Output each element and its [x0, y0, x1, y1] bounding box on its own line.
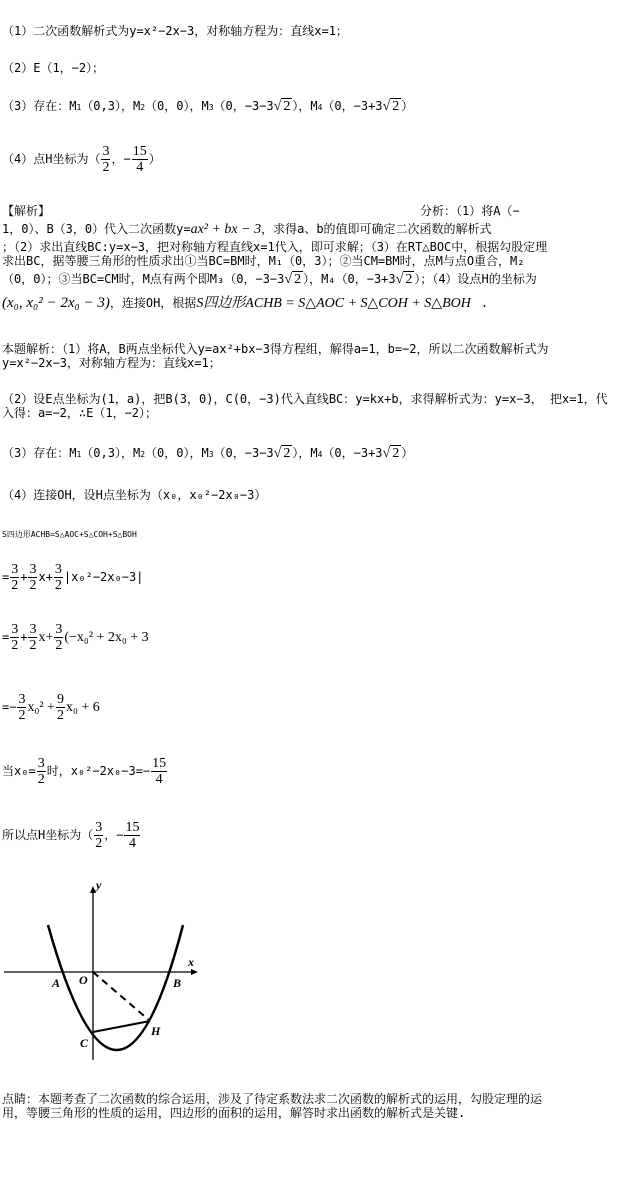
text: 当x₀=: [2, 764, 36, 778]
analysis-line-2: [2, 222, 492, 237]
den: 4: [128, 836, 136, 851]
text: ）: [148, 152, 161, 166]
text: x₀ + 6: [65, 700, 100, 715]
text: x+: [38, 570, 53, 584]
fraction: [56, 692, 65, 723]
radicand: 2: [283, 446, 291, 461]
text: （0,3），M: [81, 99, 141, 113]
num: 9: [56, 692, 64, 707]
fraction: [10, 622, 19, 653]
label-y: y: [96, 878, 102, 892]
sub: 4: [317, 450, 323, 459]
text: ，求得a、b的值即可确定二次函数的解析式: [261, 222, 492, 236]
fraction: [28, 622, 37, 653]
num: 15: [125, 820, 140, 835]
radicand: 2: [405, 272, 413, 287]
label-x: x: [188, 955, 194, 969]
fraction: [124, 820, 140, 851]
sqrt: √ 2: [382, 99, 400, 114]
text: ），M₄（0，−3+3: [303, 272, 396, 286]
solution-3: [2, 446, 413, 462]
label-h: H: [151, 1024, 161, 1038]
sqrt: √ 2: [273, 446, 291, 461]
label-o: O: [79, 973, 88, 987]
fraction: [132, 144, 148, 175]
text: （0，0），M: [145, 99, 209, 113]
analysis-intro: 分析：（1）将A（−: [420, 204, 520, 218]
fraction: [54, 562, 63, 593]
num: 3: [95, 820, 103, 835]
den: 2: [56, 708, 64, 723]
den: 2: [11, 638, 19, 653]
analysis-line-4: 求出BC，据等腰三角形的性质求出①当BC=BM时，M₁（0，3）；②当CM=BM时，点M与点O重合，M₂: [2, 254, 525, 268]
answer-1: （1）二次函数解析式为y=x²−2x−3，对称轴方程为：直线x=1；: [2, 24, 348, 38]
analysis-tag: 【解析】: [2, 204, 51, 218]
label-c: C: [80, 1036, 89, 1050]
fraction: [37, 756, 46, 787]
analysis-line-3: ；（2）求出直线BC:y=x−3，把对称轴方程直线x=1代入，即可求解；（3）在RT△BOC中，根据勾股定理: [2, 240, 548, 254]
equation-1: = $\frac{3}{2}$ + $\frac{3}{2}$ x+ $\frac{3}{2}$ |x₀²−2x₀−3|: [2, 562, 144, 593]
sub: 1: [76, 450, 82, 459]
fraction: [54, 622, 63, 653]
sub: 2: [140, 103, 146, 112]
den: 2: [18, 708, 26, 723]
num: 3: [18, 692, 26, 707]
solution-1: 本题解析：（1）将A，B两点坐标代入y=ax²+bx−3得方程组，解得a=1，b=−2，所以二次函数解析式为: [2, 342, 549, 356]
text: （0，−3+3: [322, 99, 383, 113]
sub: 4: [317, 103, 323, 112]
num: 3: [11, 562, 19, 577]
equation-2: = $\frac{3}{2}$ + $\frac{3}{2}$ x+ $\frac{3}{2}$ (−x₀² + 2x₀ + 3: [2, 622, 149, 653]
parabola-curve: [48, 925, 183, 1050]
den: 2: [55, 638, 63, 653]
text: 1，0）、B（3，0）代入二次函数y=: [2, 222, 191, 236]
label-a: A: [52, 976, 61, 990]
comment-line-2: 用，等腰三角形的性质的运用，四边形的面积的运用，解答时求出函数的解析式是关键.: [2, 1106, 466, 1120]
text: ），M: [292, 446, 318, 460]
sub: 3: [208, 450, 214, 459]
num: 3: [54, 562, 62, 577]
text: （3）存在：M: [2, 99, 77, 113]
den: 2: [29, 638, 37, 653]
solution-1b: y=x²−2x−3，对称轴方程为：直线x=1；: [2, 356, 221, 370]
equation-3: =− $\frac{3}{2}$ x₀² + $\frac{9}{2}$ x₀ + 6: [2, 692, 100, 723]
comment-line-1: 点睛：本题考查了二次函数的综合运用，涉及了待定系数法求二次函数的解析式的运用，勾股定理的运: [2, 1092, 543, 1106]
radicand: 2: [392, 446, 400, 461]
den: 2: [54, 578, 62, 593]
formula: ax² + bx − 3: [190, 222, 262, 237]
text: （0，0），M: [145, 446, 209, 460]
solution-5: S四边形ACHB=S△AOC+S△COH+S△BOH: [2, 530, 137, 539]
text: 所以点H坐标为（: [2, 828, 94, 842]
fraction: [94, 820, 103, 851]
num: 3: [29, 562, 37, 577]
solution-2: （2）设E点坐标为(1，a)，把B(3，0)，C(0，−3)代入直线BC：y=kx+b，求得解析式为：y=x−3， 把x=1，代: [2, 392, 608, 406]
text: (−x₀² + 2x₀ + 3: [64, 630, 149, 645]
text: （4）点H坐标为（: [2, 152, 101, 166]
text: |x₀²−2x₀−3|: [63, 570, 144, 584]
den: 4: [136, 160, 144, 175]
sqrt: √ 2: [395, 272, 413, 287]
text: （0，0）；③当BC=CM时，M点有两个即M₃（0，−3−3: [2, 272, 285, 286]
text: ）；（4）设点H的坐标为: [414, 272, 537, 286]
sub: 2: [140, 450, 146, 459]
num: 3: [37, 756, 45, 771]
segment-ch: [93, 1021, 150, 1032]
x-axis-arrow: [191, 969, 198, 975]
segment-oh-dashed: [93, 972, 150, 1021]
text: ）: [401, 446, 414, 460]
analysis-line-5: [2, 272, 537, 287]
text: （0，−3−3: [213, 446, 274, 460]
radicand: 2: [294, 272, 302, 287]
answer-4: [2, 144, 161, 175]
fraction: [101, 144, 110, 175]
parabola-figure: [0, 875, 210, 1065]
num: 15: [152, 756, 167, 771]
equation-5: [2, 820, 141, 851]
text: ），M: [292, 99, 318, 113]
fraction: [17, 692, 26, 723]
text: ，−: [111, 152, 131, 166]
analysis-line-6: [2, 296, 488, 311]
text: （3）存在：M: [2, 446, 77, 460]
sub: 3: [208, 103, 214, 112]
text: x+: [38, 630, 54, 645]
num: 3: [102, 144, 110, 159]
den: 4: [155, 772, 163, 787]
radicand: 2: [283, 99, 291, 114]
answer-3: [2, 99, 413, 115]
radicand: 2: [392, 99, 400, 114]
coord-formula: (x₀, x₀² − 2x₀ − 3): [2, 295, 110, 311]
text: ，连接OH，根据: [109, 296, 197, 310]
equation-4: [2, 756, 168, 787]
text: x₀² +: [27, 700, 55, 715]
den: 2: [37, 772, 45, 787]
text: （0，−3−3: [213, 99, 274, 113]
label-b: B: [173, 976, 182, 990]
num: 3: [29, 622, 37, 637]
text: 时，x₀²−2x₀−3=−: [46, 764, 151, 778]
solution-4: （4）连接OH，设H点坐标为（x₀，x₀²−2x₀−3）: [2, 488, 267, 502]
den: 2: [95, 836, 103, 851]
num: 3: [11, 622, 19, 637]
den: 2: [29, 578, 37, 593]
text: ，−: [104, 828, 124, 842]
text: （0，−3+3: [322, 446, 383, 460]
sqrt: √ 2: [382, 446, 400, 461]
text: （0,3），M: [81, 446, 141, 460]
fraction: [10, 562, 19, 593]
sub: 1: [76, 103, 82, 112]
num: 15: [132, 144, 147, 159]
solution-2b: 入得：a=−2，∴E（1，−2）；: [2, 406, 158, 420]
text: .: [480, 296, 489, 310]
area-formula: S四边形ACHB = S△AOC + S△COH + S△BOH: [196, 296, 471, 311]
den: 2: [11, 578, 19, 593]
den: 2: [102, 160, 110, 175]
answer-2: （2）E（1，−2）；: [2, 61, 105, 75]
fraction: [28, 562, 37, 593]
sqrt: √ 2: [273, 99, 291, 114]
text: ）: [401, 99, 414, 113]
fraction: [151, 756, 167, 787]
sqrt: √ 2: [284, 272, 302, 287]
num: 3: [55, 622, 63, 637]
